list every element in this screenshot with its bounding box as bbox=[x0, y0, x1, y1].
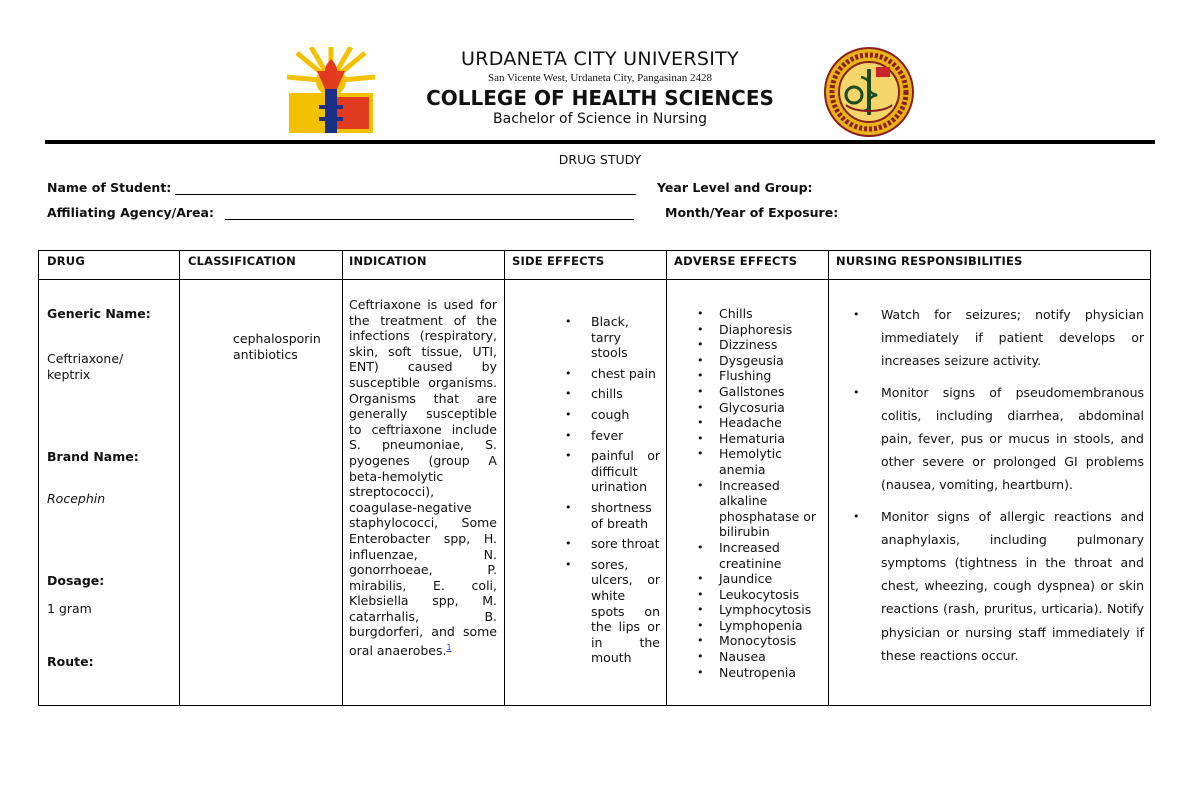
header-adverse-effects: ADVERSE EFFECTS bbox=[674, 254, 798, 268]
list-item: • fever bbox=[563, 428, 660, 444]
list-item: • Watch for seizures; notify physician immediately if patient develops or increases seizure activity. bbox=[853, 303, 1144, 373]
classification-value: cephalosporin antibiotics bbox=[233, 331, 321, 362]
column-divider bbox=[504, 250, 505, 706]
column-divider bbox=[828, 250, 829, 706]
document-title: DRUG STUDY bbox=[558, 152, 642, 167]
footnote-ref[interactable] bbox=[446, 643, 451, 652]
brand-name-label: Brand Name: bbox=[47, 449, 139, 464]
exposure-label: Month/Year of Exposure: bbox=[665, 205, 839, 220]
list-item: • Increased alkaline phosphatase or bilirubin bbox=[697, 478, 825, 540]
header-classification: CLASSIFICATION bbox=[188, 254, 296, 268]
generic-name-label: Generic Name: bbox=[47, 306, 151, 321]
program-name: Bachelor of Science in Nursing bbox=[493, 111, 707, 127]
agency-label: Affiliating Agency/Area: bbox=[47, 205, 214, 220]
column-divider bbox=[179, 250, 180, 706]
header-indication: INDICATION bbox=[349, 254, 427, 268]
list-item: • Dysgeusia bbox=[697, 353, 825, 369]
nursing-responsibilities-list bbox=[853, 303, 1144, 675]
list-item: • Dizziness bbox=[697, 337, 825, 353]
column-divider bbox=[342, 250, 343, 706]
list-item: • Chills bbox=[697, 306, 825, 322]
list-item: • Nausea bbox=[697, 649, 825, 665]
list-item: • chills bbox=[563, 386, 660, 402]
list-item: • Lymphocytosis bbox=[697, 602, 825, 618]
list-item: • Hemolytic anemia bbox=[697, 446, 825, 477]
student-name-label: Name of Student: bbox=[47, 180, 172, 195]
agency-field[interactable] bbox=[225, 219, 634, 220]
generic-name-value: Ceftriaxone/ keptrix bbox=[47, 351, 124, 382]
list-item: • Glycosuria bbox=[697, 400, 825, 416]
footnote-link[interactable]: 1 bbox=[446, 643, 452, 653]
table-header-divider bbox=[38, 279, 1151, 280]
header-divider bbox=[45, 140, 1155, 144]
list-item: • Flushing bbox=[697, 368, 825, 384]
list-item: • Gallstones bbox=[697, 384, 825, 400]
year-level-label: Year Level and Group: bbox=[657, 180, 813, 195]
list-item: • Hematuria bbox=[697, 431, 825, 447]
side-effects-list bbox=[563, 314, 660, 671]
indication-body: Ceftriaxone is used for the treatment of the infections (respiratory, skin, soft tissue, UTI, ENT) caused by susceptible organisms. Organisms that are generally susceptible to ceftriaxone include S. pneumoniae, S. pyogenes (group A beta-hemolytic streptococci), coagulase-negative staphylococci, Some Enterobacter spp, H. influenzae, N. gonorrhoeae, P. mirabilis, E. coli, Klebsiella spp, M. catarrhalis, B. burgdorferi, and some oral anaerobes. bbox=[349, 297, 497, 659]
list-item: • Diaphoresis bbox=[697, 322, 825, 338]
list-item: • Increased creatinine bbox=[697, 540, 825, 571]
list-item: • Leukocytosis bbox=[697, 587, 825, 603]
list-item: • chest pain bbox=[563, 366, 660, 382]
dosage-label: Dosage: bbox=[47, 573, 105, 588]
dosage-value: 1 gram bbox=[47, 601, 92, 616]
list-item: • sores, ulcers, or white spots on the lips or in the mouth bbox=[563, 557, 660, 666]
list-item: • painful or difficult urination bbox=[563, 448, 660, 495]
list-item: • sore throat bbox=[563, 536, 660, 552]
brand-name-value: Rocephin bbox=[47, 491, 106, 506]
list-item: • Jaundice bbox=[697, 571, 825, 587]
adverse-effects-list bbox=[697, 306, 825, 680]
indication-text bbox=[349, 297, 497, 659]
list-item: • Monocytosis bbox=[697, 633, 825, 649]
list-item: • Black, tarry stools bbox=[563, 314, 660, 361]
header-drug: DRUG bbox=[47, 254, 85, 268]
university-address: San Vicente West, Urdaneta City, Pangasinan 2428 bbox=[487, 72, 712, 84]
list-item: • Lymphopenia bbox=[697, 618, 825, 634]
student-name-field[interactable] bbox=[175, 194, 636, 195]
list-item: • cough bbox=[563, 407, 660, 423]
list-item: • Monitor signs of pseudomembranous colitis, including diarrhea, abdominal pain, fever, pus or mucus in stools, and other severe or prolonged GI problems (nausea, vomiting, heartburn). bbox=[853, 381, 1144, 497]
university-name: URDANETA CITY UNIVERSITY bbox=[461, 48, 739, 70]
college-seal-logo bbox=[824, 47, 914, 137]
list-item: • Monitor signs of allergic reactions and anaphylaxis, including pulmonary symptoms (tightness in the throat and chest, wheezing, cough dyspnea) or skin reactions (rash, pruritus, urticaria). Notify physician or nursing staff immediately if these reactions occur. bbox=[853, 505, 1144, 667]
header-side-effects: SIDE EFFECTS bbox=[512, 254, 605, 268]
list-item: • Headache bbox=[697, 415, 825, 431]
college-name: COLLEGE OF HEALTH SCIENCES bbox=[426, 86, 774, 110]
list-item: • shortness of breath bbox=[563, 500, 660, 531]
column-divider bbox=[666, 250, 667, 706]
list-item: • Neutropenia bbox=[697, 665, 825, 681]
header-nursing-responsibilities: NURSING RESPONSIBILITIES bbox=[836, 254, 1023, 268]
route-label: Route: bbox=[47, 654, 94, 669]
